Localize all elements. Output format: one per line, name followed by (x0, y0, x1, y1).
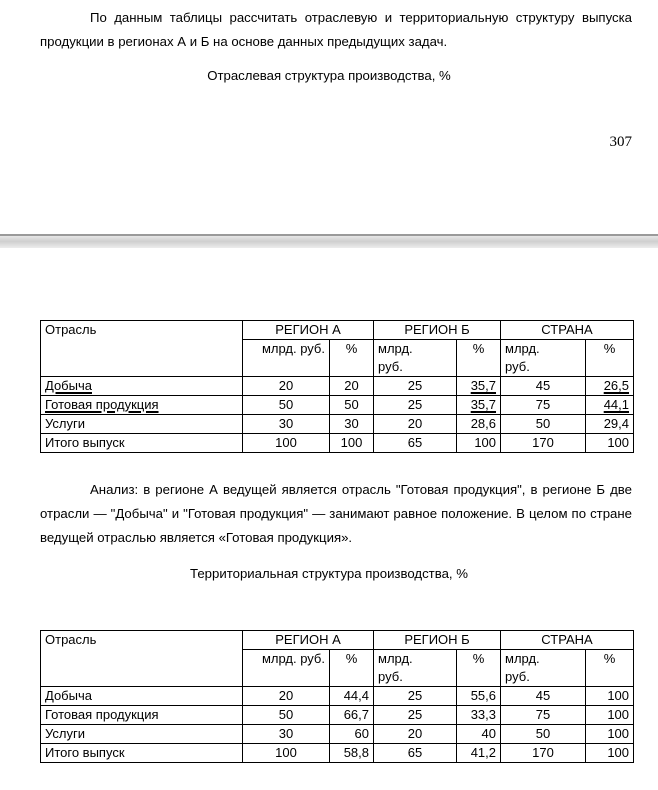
cell-b-bln: 25 (374, 396, 457, 415)
header-b-bln: млрд. руб. (374, 340, 457, 377)
analysis-paragraph (40, 478, 632, 550)
header-c-bln: млрд. руб. (501, 340, 586, 377)
cell-b-pct: 40 (457, 725, 501, 744)
cell-c-pct: 100 (586, 706, 634, 725)
cell-c-pct: 100 (586, 434, 634, 453)
page-number: 307 (609, 134, 632, 150)
row-name: Готовая продукция (45, 397, 159, 412)
header-sector: Отрасль (41, 631, 243, 687)
cell-a-bln: 50 (243, 396, 330, 415)
cell-a-pct: 100 (330, 434, 374, 453)
header-b-bln: млрд. руб. (374, 650, 457, 687)
cell-b-pct: 28,6 (457, 415, 501, 434)
cell-c-bln: 170 (501, 744, 586, 763)
header-b-pct: % (457, 340, 501, 377)
cell-a-pct: 20 (330, 377, 374, 396)
table-row (41, 725, 634, 744)
header-c-pct: % (586, 340, 634, 377)
cell-b-pct: 33,3 (457, 706, 501, 725)
header-a-pct: % (330, 340, 374, 377)
cell-b-bln: 65 (374, 434, 457, 453)
cell-a-bln: 50 (243, 706, 330, 725)
cell-c-bln: 45 (501, 687, 586, 706)
header-region-a: РЕГИОН А (243, 321, 374, 340)
table-row (41, 706, 634, 725)
row-name: Услуги (41, 415, 243, 434)
header-region-b: РЕГИОН Б (374, 321, 501, 340)
cell-c-pct: 44,1 (603, 397, 630, 412)
row-name: Итого выпуск (41, 744, 243, 763)
header-a-bln: млрд. руб. (243, 340, 330, 377)
header-region-b: РЕГИОН Б (374, 631, 501, 650)
header-country: СТРАНА (501, 321, 634, 340)
cell-a-bln: 20 (243, 687, 330, 706)
table-row (41, 415, 634, 434)
analysis-text: Анализ: в регионе А ведущей является отрасль "Готовая продукция", в регионе Б две отрасли — "Добыча" и "Готовая продукция" — занимают равное положение. В целом по стране ведущей отраслью является «Готовая продукция». (40, 482, 632, 545)
header-country: СТРАНА (501, 631, 634, 650)
cell-b-bln: 20 (374, 415, 457, 434)
header-c-bln: млрд. руб. (501, 650, 586, 687)
row-name: Готовая продукция (41, 706, 243, 725)
row-name: Услуги (41, 725, 243, 744)
cell-c-bln: 170 (501, 434, 586, 453)
sector-structure-caption: Отраслевая структура производства, % (207, 68, 451, 83)
cell-c-pct: 29,4 (586, 415, 634, 434)
cell-b-bln: 25 (374, 377, 457, 396)
header-c-pct: % (586, 650, 634, 687)
cell-a-pct: 58,8 (330, 744, 374, 763)
sector-structure-table (40, 320, 634, 453)
cell-c-bln: 50 (501, 415, 586, 434)
territorial-structure-caption: Территориальная структура производства, % (190, 566, 468, 581)
cell-a-bln: 100 (243, 434, 330, 453)
cell-c-bln: 75 (501, 706, 586, 725)
table-row (41, 434, 634, 453)
cell-a-pct: 60 (330, 725, 374, 744)
intro-paragraph (40, 6, 632, 54)
cell-a-bln: 30 (243, 415, 330, 434)
row-name: Добыча (41, 687, 243, 706)
cell-b-bln: 65 (374, 744, 457, 763)
cell-b-pct: 100 (457, 434, 501, 453)
cell-b-pct: 55,6 (457, 687, 501, 706)
header-a-pct: % (330, 650, 374, 687)
cell-c-pct: 100 (586, 687, 634, 706)
row-name: Добыча (45, 378, 92, 393)
header-a-bln: млрд. руб. (243, 650, 330, 687)
cell-b-bln: 25 (374, 706, 457, 725)
table-row (41, 744, 634, 763)
intro-text: По данным таблицы рассчитать отраслевую и территориальную структуру выпуска продукции в регионах А и Б на основе данных предыдущих задач. (40, 10, 632, 49)
header-region-a: РЕГИОН А (243, 631, 374, 650)
row-name: Итого выпуск (41, 434, 243, 453)
header-b-pct: % (457, 650, 501, 687)
cell-a-pct: 50 (330, 396, 374, 415)
table-row (41, 687, 634, 706)
table-row (41, 396, 634, 415)
cell-c-pct: 100 (586, 725, 634, 744)
cell-a-bln: 100 (243, 744, 330, 763)
cell-b-pct: 35,7 (470, 397, 497, 412)
page-break-divider (0, 234, 658, 248)
cell-b-bln: 25 (374, 687, 457, 706)
cell-c-bln: 75 (501, 396, 586, 415)
cell-a-pct: 30 (330, 415, 374, 434)
table-row (41, 377, 634, 396)
cell-b-pct: 35,7 (470, 378, 497, 393)
cell-b-bln: 20 (374, 725, 457, 744)
cell-a-pct: 44,4 (330, 687, 374, 706)
territorial-structure-table (40, 630, 634, 763)
cell-a-bln: 30 (243, 725, 330, 744)
cell-c-bln: 50 (501, 725, 586, 744)
cell-c-bln: 45 (501, 377, 586, 396)
cell-c-pct: 100 (586, 744, 634, 763)
cell-c-pct: 26,5 (603, 378, 630, 393)
header-sector: Отрасль (41, 321, 243, 377)
cell-a-pct: 66,7 (330, 706, 374, 725)
cell-b-pct: 41,2 (457, 744, 501, 763)
cell-a-bln: 20 (243, 377, 330, 396)
